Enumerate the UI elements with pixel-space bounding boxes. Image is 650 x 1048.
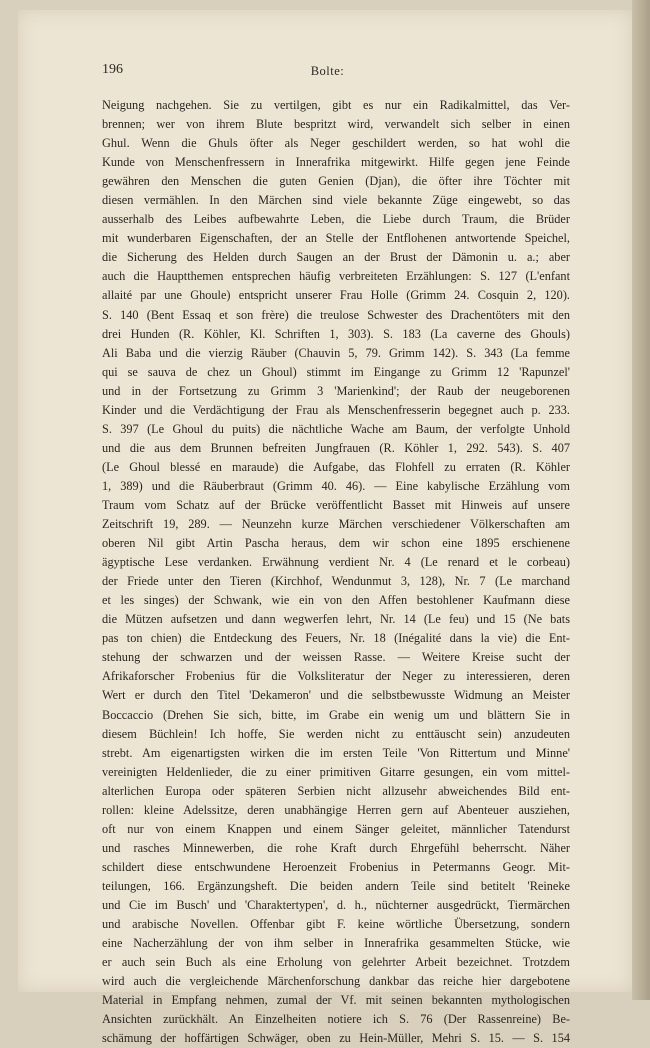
text-line: und die aus dem Brunnen befreiten Jungfrauen (R. Köhler 1, 292. 543). S. 407	[102, 440, 570, 455]
text-line: rollen: kleine Adelssitze, deren unabhängige Herren gern auf Abenteuer ausziehen,	[102, 802, 570, 817]
text-line: drei Hunden (R. Köhler, Kl. Schriften 1, 303). S. 183 (La caverne des Ghouls)	[102, 326, 570, 341]
text-line: und in der Fortsetzung zu Grimm 3 'Marienkind'; der Raub der neugeborenen	[102, 383, 570, 398]
body-text	[102, 96, 570, 1048]
text-line: allaité par une Ghoule) entspricht unserer Frau Holle (Grimm 24. Cosquin 2, 120).	[102, 288, 570, 303]
text-line: oberen Nil gibt Artin Pascha heraus, dem wir schon eine 1895 erschienene	[102, 536, 570, 551]
text-line: strebt. Am eigenartigsten wirken die im ersten Teile 'Von Rittertum und Minne'	[102, 745, 570, 760]
page-header	[85, 62, 570, 84]
text-line: ägyptische Lese verdanken. Erwähnung verdient Nr. 4 (Le renard et le corbeau)	[102, 555, 570, 570]
text-line: S. 140 (Bent Essaq et son frère) die treulose Schwester des Drachentöters mit den	[102, 307, 570, 322]
text-line: wird auch die vergleichende Märchenforschung dankbar das reiche hier dargebotene	[102, 974, 570, 989]
text-line: qui se sauva de chez un Ghoul) stimmt im Eingange zu Grimm 12 'Rapunzel'	[102, 364, 570, 379]
text-line: alterlichen Europa oder späteren Serbien nicht allzusehr abweichendes Bild ent-	[102, 783, 570, 798]
text-line: und arabische Novellen. Offenbar gibt F. keine wörtliche Übersetzung, sondern	[102, 917, 570, 932]
text-line: Wert er durch den Titel 'Dekameron' und die selbstbewusste Widmung an Meister	[102, 688, 570, 703]
text-line: Kinder und die Verdächtigung der Frau als Menschenfresserin begegnet auch p. 233.	[102, 402, 570, 417]
text-line: der Friede unter den Tieren (Kirchhof, Wendunmut 3, 128), Nr. 7 (Le marchand	[102, 574, 570, 589]
text-line: gewähren den Menschen die guten Genien (Djan), die öfter ihre Töchter mit	[102, 174, 570, 189]
text-line: et les singes) der Schwank, wie ein von den Affen bestohlener Kaufmann diese	[102, 593, 570, 608]
text-line: oft nur von einem Knappen und einem Sänger geleitet, männlicher Tatendurst	[102, 821, 570, 836]
text-line: Afrikaforscher Frobenius für die Volksliteratur der Neger zu interessieren, deren	[102, 669, 570, 684]
text-line: diesem Büchlein! Ich hoffe, Sie werden nicht zu enttäuscht sein) anzudeuten	[102, 726, 570, 741]
text-line: Traum vom Schatz auf der Brücke veröffentlicht Basset mit Hinweis auf unsere	[102, 497, 570, 512]
text-line: S. 397 (Le Ghoul du puits) die nächtliche Wache am Baum, der verfolgte Unhold	[102, 421, 570, 436]
text-line: 1, 389) und die Räuberbraut (Grimm 40. 46). — Eine kabylische Erzählung vom	[102, 478, 570, 493]
text-line: Ali Baba und die vierzig Räuber (Chauvin 5, 79. Grimm 142). S. 343 (La femme	[102, 345, 570, 360]
text-line: teilungen, 166. Ergänzungsheft. Die beiden andern Teile sind betitelt 'Reineke	[102, 878, 570, 893]
text-line: die Mützen aufsetzen und dann wegwerfen lehrt, Nr. 14 (Le feu) und 15 (Ne bats	[102, 612, 570, 627]
text-line: ausserhalb des Leibes aufbewahrte Leben, die Liebe durch Traum, die Brüder	[102, 212, 570, 227]
text-line: und rasches Minnewerben, die rohe Kraft durch Ehrgefühl beherrscht. Näher	[102, 840, 570, 855]
text-line: die Sicherung des Helden durch Saugen an der Brust der Dämonin u. a.; aber	[102, 250, 570, 265]
text-line: Kunde von Menschenfressern in Innerafrika mitgewirkt. Hilfe gegen jene Feinde	[102, 155, 570, 170]
text-line: Material in Empfang nehmen, zumal der Vf. mit seinen bekannten mythologischen	[102, 993, 570, 1008]
text-line: pas ton chien) die Entdeckung des Feuers, Nr. 18 (Inégalité dans la vie) die Ent-	[102, 631, 570, 646]
text-line: schildert diese entschwundene Heroenzeit Frobenius in Petermanns Geogr. Mit-	[102, 859, 570, 874]
text-line: (Le Ghoul blessé en maraude) die Aufgabe, das Flohfell zu erraten (R. Köhler	[102, 459, 570, 474]
text-line: er auch sein Buch als eine Erholung von gelehrter Arbeit bezeichnet. Trotzdem	[102, 955, 570, 970]
text-line: stehung der schwarzen und der weissen Rasse. — Weitere Kreise sucht der	[102, 650, 570, 665]
text-line: Ghul. Wenn die Ghuls öfter als Neger geschildert werden, so hat wohl die	[102, 136, 570, 151]
text-line: Zeitschrift 19, 289. — Neunzehn kurze Märchen verschiedener Völkerschaften am	[102, 517, 570, 532]
text-line: Boccaccio (Drehen Sie sich, bitte, im Grabe ein wenig um und blättern Sie in	[102, 707, 570, 722]
text-line: eine Nacherzählung der von ihm selber in Innerafrika gesammelten Stücke, wie	[102, 936, 570, 951]
running-head: Bolte:	[310, 64, 345, 78]
text-line: vereinigten Heldenlieder, die zu einer primitiven Gitarre gesungen, ein vom mittel-	[102, 764, 570, 779]
text-line: schämung der hoffärtigen Schwäger, oben zu Hein-Müller, Mehri S. 15. — S. 154	[102, 1031, 570, 1046]
text-line: Ansichten zurückhält. An Einzelheiten notiere ich S. 76 (Der Rassenreine) Be-	[102, 1012, 570, 1027]
text-line: Neigung nachgehen. Sie zu vertilgen, gibt es nur ein Radikalmittel, das Ver-	[102, 98, 570, 112]
page-edge	[632, 0, 650, 1000]
page-number: 196	[102, 62, 123, 77]
text-line: diesen vermählen. In den Märchen sind viele bekannte Züge eingewebt, so das	[102, 193, 570, 208]
text-line: mit wunderbaren Eigenschaften, der an Stelle der Entflohenen antwortende Speichel,	[102, 231, 570, 246]
text-line: auch die Hauptthemen entsprechen häufig verbreiteten Erzählungen: S. 127 (L'enfant	[102, 269, 570, 284]
text-line: brennen; wer von ihrem Blute bespritzt wird, verwandelt sich selber in einen	[102, 117, 570, 132]
text-line: und Cie im Busch' und 'Charaktertypen', d. h., nüchterner ausgedrückt, Tiermärchen	[102, 897, 570, 912]
